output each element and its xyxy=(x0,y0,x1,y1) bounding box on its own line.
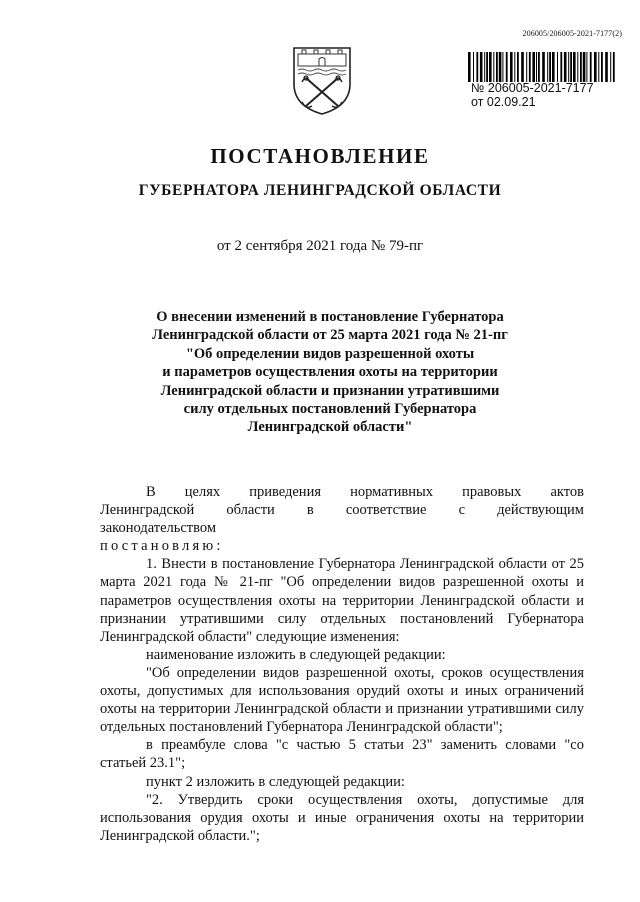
item-2-paragraph: "2. Утвердить сроки осуществления охоты, допустимые для использования орудия охоты и иные ограничения охоты на территории Ленинградской области."; xyxy=(100,791,584,844)
heading-line: Ленинградской области" xyxy=(247,419,413,436)
document-body xyxy=(100,483,584,845)
quoted-title-paragraph: "Об определении видов разрешенной охоты, сроков осуществления охоты, допустимых для использования орудий охоты и иных ограничений охоты на территории Ленинградской области и признании утратившими силу отдельных постановлений Губернатора Ленинградской области"; xyxy=(100,664,584,736)
heading-line: силу отдельных постановлений Губернатора xyxy=(183,401,477,418)
heading-line: Ленинградской области и признании утратившими xyxy=(160,382,500,399)
heading-line: Ленинградской области от 25 марта 2021 года № 21-пг xyxy=(152,327,508,344)
heading-line: "Об определении видов разрешенной охоты xyxy=(185,345,475,362)
barcode-icon xyxy=(468,52,616,82)
resolution-word: постановляю: xyxy=(100,538,224,555)
document-subtitle: ГУБЕРНАТОРА ЛЕНИНГРАДСКОЙ ОБЛАСТИ xyxy=(138,182,502,199)
heading-line: О внесении изменений в постановление Губернатора xyxy=(156,309,504,325)
preamble-paragraph: В целях приведения нормативных правовых актов Ленинградской области в соответствие с действующим законодательством xyxy=(100,484,584,537)
registration-number: № 206005-2021-7177 xyxy=(471,81,594,95)
coat-of-arms-icon xyxy=(290,44,354,116)
body-paragraph: наименование изложить в следующей редакции: xyxy=(146,646,446,663)
document-title: ПОСТАНОВЛЕНИЕ xyxy=(210,144,430,168)
item-1-paragraph: 1. Внести в постановление Губернатора Ленинградской области от 25 марта 2021 года № 21-пг "Об определении видов разрешенной охоты и параметров осуществления охоты на территории Ленинградской области и признании утратившими силу отдельных постановлений Губернатора Ленинградской области" следующие изменения: xyxy=(100,556,584,645)
heading-line: и параметров осуществления охоты на территории xyxy=(162,364,498,381)
document-heading xyxy=(80,308,580,437)
registration-date: от 02.09.21 xyxy=(471,95,536,109)
preamble-change-paragraph: в преамбуле слова "с частью 5 статьи 23" заменить словами "со статьей 23.1"; xyxy=(100,737,584,772)
body-paragraph: пункт 2 изложить в следующей редакции: xyxy=(146,773,405,790)
page-reference: 206005/206005-2021-7177(2) xyxy=(522,29,622,38)
registration-stamp xyxy=(471,81,594,109)
document-date-line: от 2 сентября 2021 года № 79-пг xyxy=(216,238,424,254)
